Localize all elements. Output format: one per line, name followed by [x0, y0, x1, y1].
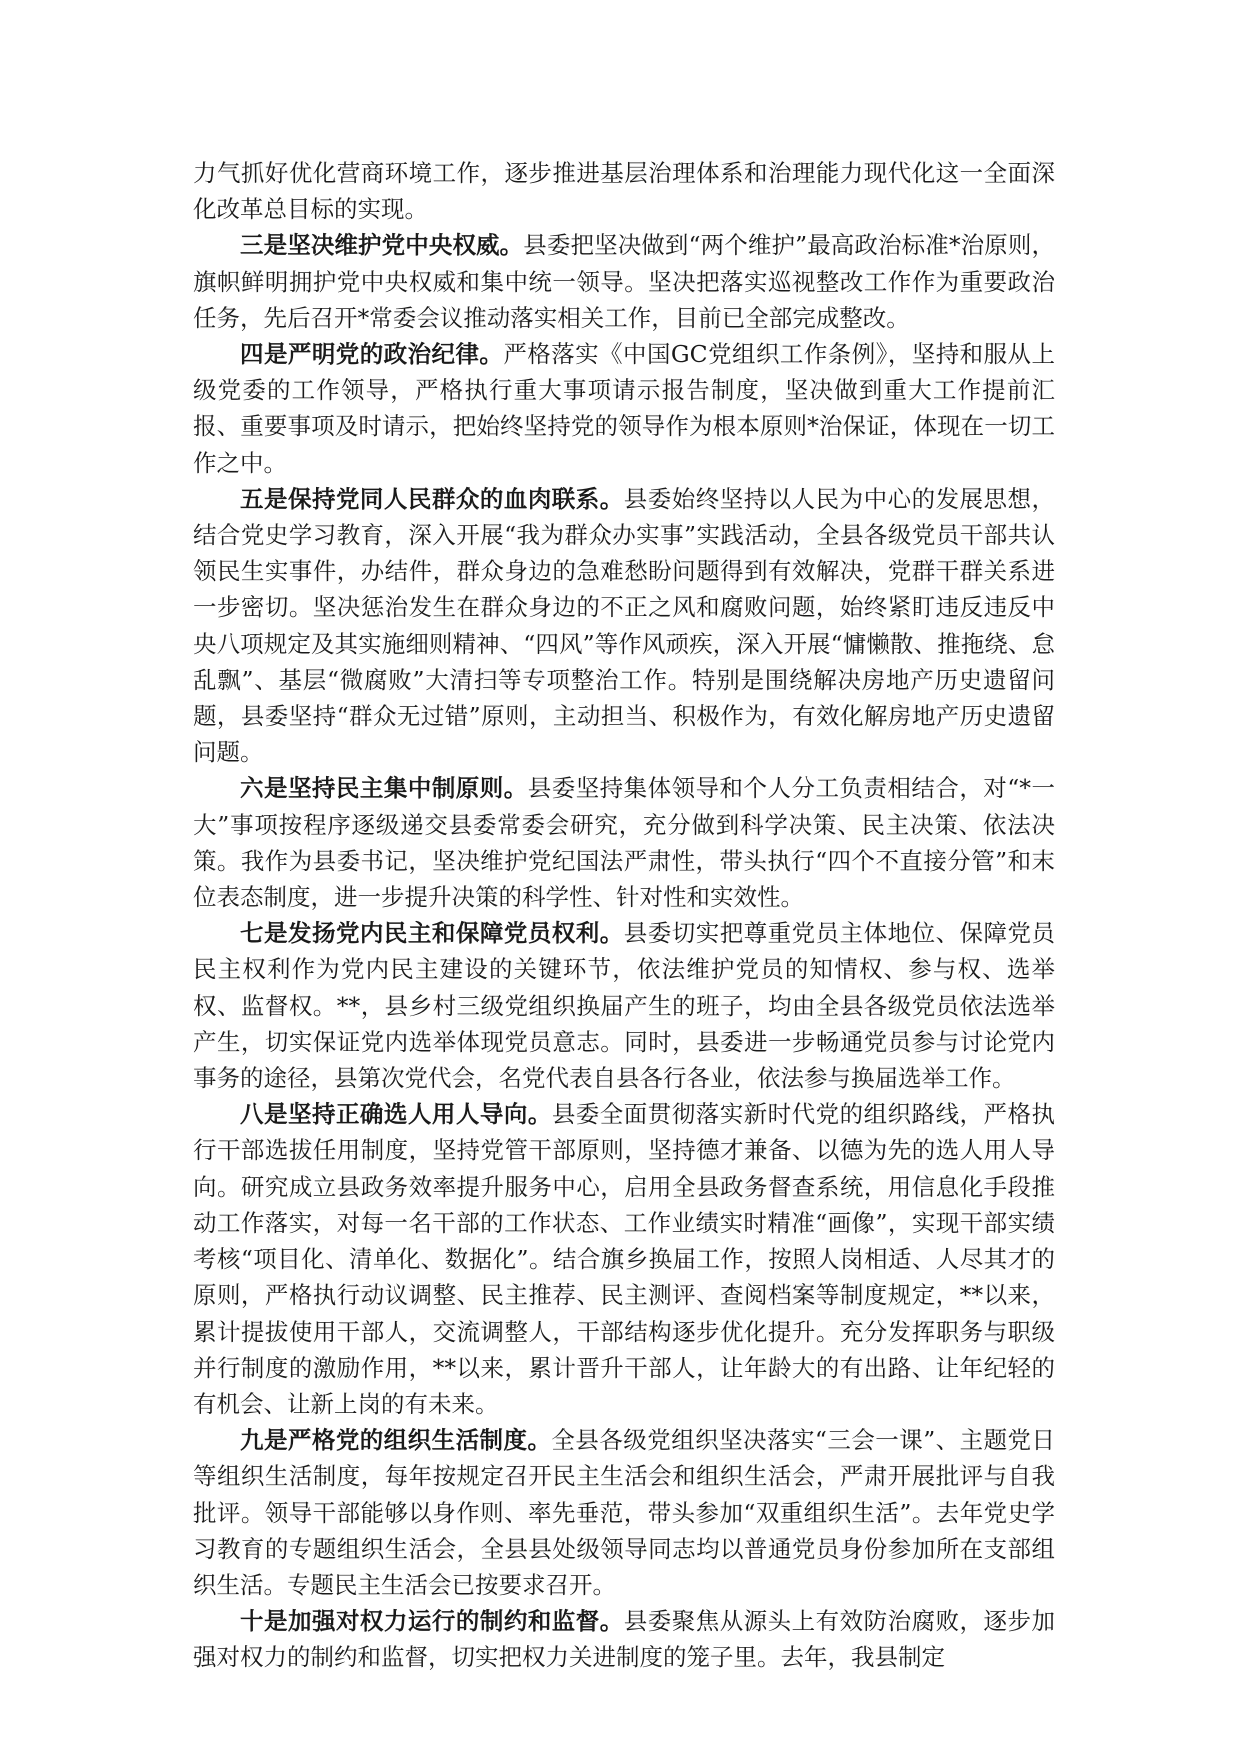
paragraph-9-text: 县委聚焦从源头上有效防治腐败，逐步加强对权力的制约和监督，切实把权力关进制度的笼子里。去年，我县制定: [193, 1607, 1056, 1672]
paragraph-2: [193, 227, 1055, 336]
paragraph-9-heading: 十是加强对权力运行的制约和监督。: [240, 1607, 624, 1636]
paragraph-6: [193, 915, 1055, 1096]
paragraph-7: [193, 1096, 1055, 1422]
paragraph-7-heading: 八是坚持正确选人用人导向。: [240, 1100, 552, 1129]
paragraph-8: [193, 1422, 1055, 1603]
paragraph-5: [193, 770, 1055, 915]
paragraph-2-text: 县委把坚决做到“两个维护”最高政治标准*治原则，旗帜鲜明拥护党中央权威和集中统一领导。坚决把落实巡视整改工作作为重要政治任务，先后召开*常委会议推动落实相关工作，目前已全部完成整改。: [193, 231, 1056, 332]
paragraph-8-heading: 九是严格党的组织生活制度。: [240, 1426, 552, 1455]
paragraph-7-text: 县委全面贯彻落实新时代党的组织路线，严格执行干部选拔任用制度，坚持党管干部原则，坚持德才兼备、以德为先的选人用人导向。研究成立县政务效率提升服务中心，启用全县政务督查系统，用信息化手段推动工作落实，对每一名干部的工作状态、工作业绩实时精准“画像”，实现干部实绩考核“项目化、清单化、数据化”。结合旗乡换届工作，按照人岗相适、人尽其才的原则，严格执行动议调整、民主推荐、民主测评、查阅档案等制度规定，**以来，累计提拔使用干部人，交流调整人，干部结构逐步优化提升。充分发挥职务与职级并行制度的激励作用，**以来，累计晋升干部人，让年龄大的有出路、让年纪轻的有机会、让新上岗的有未来。: [193, 1100, 1056, 1418]
paragraph-5-text: 县委坚持集体领导和个人分工负责相结合，对“*一大”事项按程序逐级递交县委常委会研究，充分做到科学决策、民主决策、依法决策。我作为县委书记，坚决维护党纪国法严肃性，带头执行“四个不直接分管”和末位表态制度，进一步提升决策的科学性、针对性和实效性。: [193, 774, 1056, 912]
paragraph-1-text: 力气抓好优化营商环境工作，逐步推进基层治理体系和治理能力现代化这一全面深化改革总目标的实现。: [193, 159, 1055, 224]
paragraph-9: [193, 1603, 1055, 1675]
paragraph-4-text: 县委始终坚持以人民为中心的发展思想，结合党史学习教育，深入开展“我为群众办实事”实践活动，全县各级党员干部共认领民生实事件，办结件，群众身边的急难愁盼问题得到有效解决，党群干群关系进一步密切。坚决惩治发生在群众身边的不正之风和腐败问题，始终紧盯违反违反中央八项规定及其实施细则精神、“四风”等作风顽疾，深入开展“慵懒散、推拖绕、怠乱飘”、基层“微腐败”大清扫等专项整治工作。特别是围绕解决房地产历史遗留问题，县委坚持“群众无过错”原则，主动担当、积极作为，有效化解房地产历史遗留问题。: [193, 484, 1056, 767]
paragraph-4-heading: 五是保持党同人民群众的血肉联系。: [240, 484, 624, 513]
paragraph-3: [193, 336, 1055, 481]
paragraph-3-text: 严格落实《中国GC党组织工作条例》，坚持和服从上级党委的工作领导，严格执行重大事项请示报告制度，坚决做到重大工作提前汇报、重要事项及时请示，把始终坚持党的领导作为根本原则*治保证，体现在一切工作之中。: [193, 340, 1055, 477]
paragraph-6-heading: 七是发扬党内民主和保障党员权利。: [240, 919, 624, 948]
paragraph-4: [193, 481, 1055, 771]
paragraph-8-text: 全县各级党组织坚决落实“三会一课”、主题党日等组织生活制度，每年按规定召开民主生活会和组织生活会，严肃开展批评与自我批评。领导干部能够以身作则、率先垂范，带头参加“双重组织生活”。去年党史学习教育的专题组织生活会，全县县处级领导同志均以普通党员身份参加所在支部组织生活。专题民主生活会已按要求召开。: [193, 1426, 1056, 1599]
document-page: [193, 155, 1055, 1676]
paragraph-3-heading: 四是严明党的政治纪律。: [240, 340, 504, 369]
paragraph-5-heading: 六是坚持民主集中制原则。: [240, 774, 528, 803]
paragraph-2-heading: 三是坚决维护党中央权威。: [240, 231, 524, 260]
paragraph-1: [193, 155, 1055, 227]
paragraph-6-text: 县委切实把尊重党员主体地位、保障党员民主权利作为党内民主建设的关键环节，依法维护党员的知情权、参与权、选举权、监督权。**，县乡村三级党组织换届产生的班子，均由全县各级党员依法选举产生，切实保证党内选举体现党员意志。同时，县委进一步畅通党员参与讨论党内事务的途径，县第次党代会，名党代表自县各行各业，依法参与换届选举工作。: [193, 919, 1056, 1093]
